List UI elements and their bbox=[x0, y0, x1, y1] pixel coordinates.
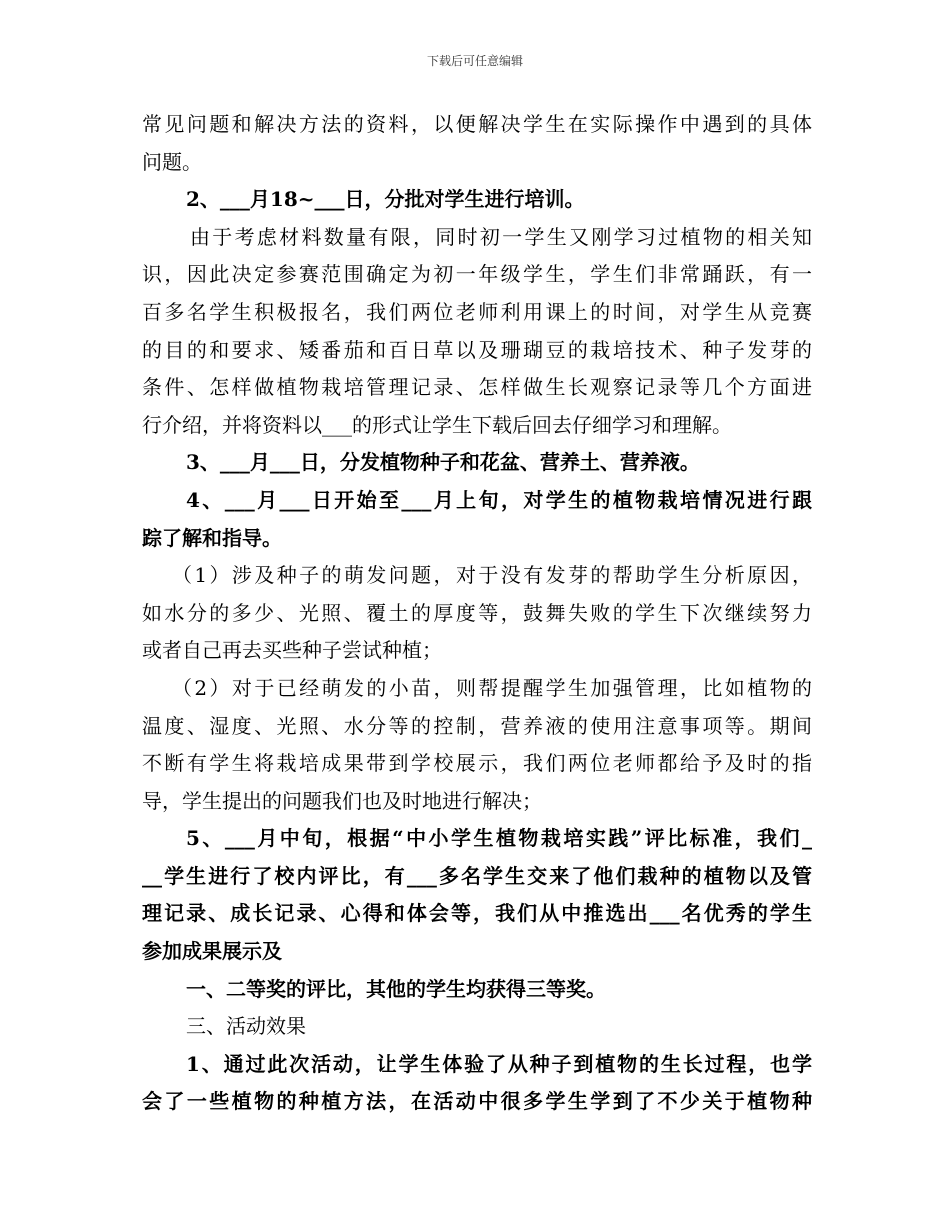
text-line: 或者自己再去买些种子尝试种植； bbox=[142, 638, 442, 663]
text-line: （2）对于已经萌发的小苗，则帮提醒学生加强管理，比如植物的 bbox=[172, 675, 812, 700]
text-line: 会了一些植物的种植方法，在活动中很多学生学到了不少关于植物种 bbox=[142, 1089, 812, 1114]
text-line: 百多名学生积极报名，我们两位老师利用课上的时间，对学生从竞赛 bbox=[142, 299, 812, 324]
text-line: 3、___月___日，分发植物种子和花盆、营养土、营养液。 bbox=[186, 450, 700, 475]
text-line: 4、___月___日开始至___月上旬，对学生的植物栽培情况进行跟 bbox=[186, 487, 812, 512]
text-line: 5、___月中旬，根据“中小学生植物栽培实践”评比标准，我们_ bbox=[186, 826, 812, 851]
text-line: 的目的和要求、矮番茄和百日草以及珊瑚豆的栽培技术、种子发芽的 bbox=[142, 337, 812, 362]
text-line: 2、___月18~___日，分批对学生进行培训。 bbox=[186, 187, 585, 212]
text-line: 由于考虑材料数量有限，同时初一学生又刚学习过植物的相关知 bbox=[190, 224, 812, 249]
text-line: 不断有学生将栽培成果带到学校展示，我们两位老师都给予及时的指 bbox=[142, 751, 812, 776]
text-line: 三、活动效果 bbox=[186, 1014, 306, 1039]
text-line: 行介绍，并将资料以___的形式让学生下载后回去仔细学习和理解。 bbox=[142, 412, 732, 437]
text-line: 温度、湿度、光照、水分等的控制，营养液的使用注意事项等。期间 bbox=[142, 713, 812, 738]
text-line: 参加成果展示及 bbox=[142, 939, 282, 964]
text-line: 常见问题和解决方法的资料，以便解决学生在实际操作中遇到的具体 bbox=[142, 112, 812, 136]
text-line: 如水分的多少、光照、覆土的厚度等，鼓舞失败的学生下次继续努力 bbox=[142, 600, 812, 625]
text-line: 识，因此决定参赛范围确定为初一年级学生，学生们非常踊跃，有一 bbox=[142, 262, 812, 287]
text-line: __学生进行了校内评比，有___多名学生交来了他们栽种的植物以及管 bbox=[142, 863, 812, 888]
text-line: 一、二等奖的评比，其他的学生均获得三等奖。 bbox=[186, 976, 606, 1001]
document-body bbox=[142, 106, 812, 1121]
text-line: 导，学生提出的问题我们也及时地进行解决； bbox=[142, 788, 542, 813]
text-line: 理记录、成长记录、心得和体会等，我们从中推选出___名优秀的学生 bbox=[142, 901, 812, 926]
text-line: 条件、怎样做植物栽培管理记录、怎样做生长观察记录等几个方面进 bbox=[142, 375, 812, 400]
text-line: 踪了解和指导。 bbox=[142, 525, 282, 550]
page-header: 下载后可任意编辑 bbox=[426, 54, 523, 68]
text-line: 问题。 bbox=[142, 149, 202, 174]
text-line: 1、通过此次活动，让学生体验了从种子到植物的生长过程，也学 bbox=[186, 1051, 812, 1076]
text-line: （1）涉及种子的萌发问题，对于没有发芽的帮助学生分析原因， bbox=[172, 563, 812, 588]
